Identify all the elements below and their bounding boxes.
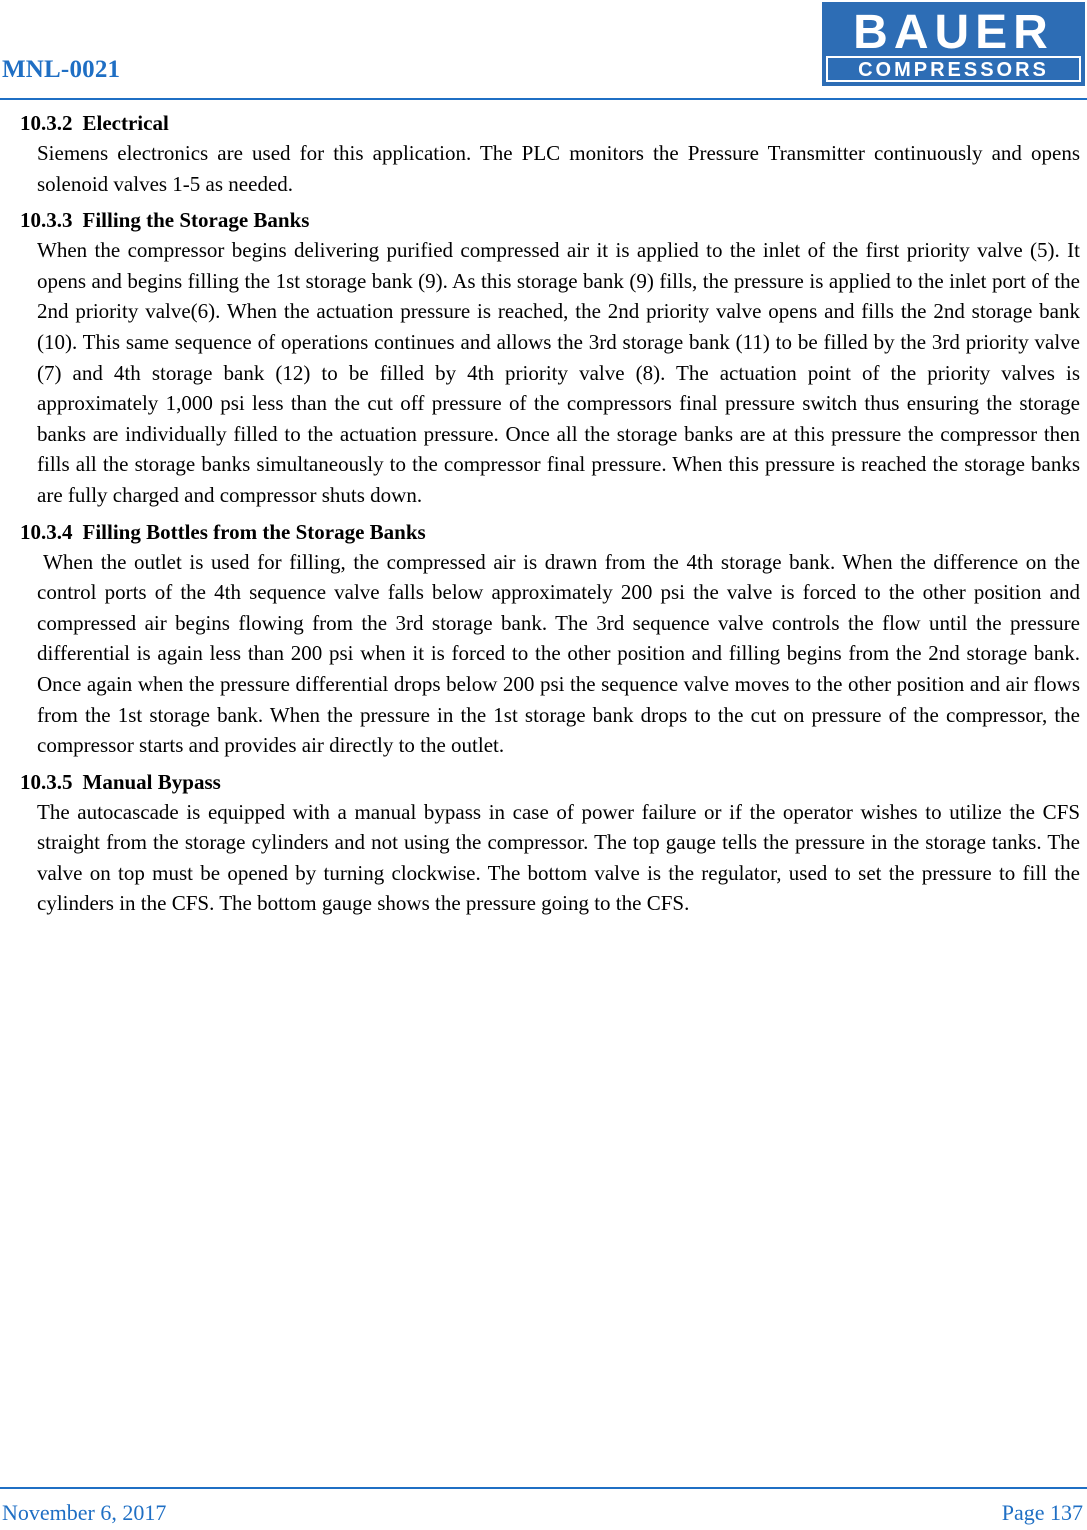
- section-number: 10.3.3: [20, 208, 73, 233]
- section-body: When the outlet is used for filling, the compressed air is drawn from the 4th storage bank. When the difference on the control ports of the 4th sequence valve falls below approximately 200 psi the valve is forced to the other position and compressed air begins flowing from the 3rd storage bank. The 3rd sequence valve controls the flow until the pressure differential is again less than 200 psi when it is forced to the other position and filling begins from the 2nd storage bank. Once again when the pressure differential drops below 200 psi the sequence valve moves to the other position and air flows from the 1st storage bank. When the pressure in the 1st storage bank drops to the cut on pressure of the compressor, the compressor starts and provides air directly to the outlet.: [37, 549, 1080, 758]
- section-number: 10.3.2: [20, 111, 73, 135]
- section-title: Electrical: [82, 111, 169, 135]
- logo-top-text: BAUER: [853, 6, 1054, 59]
- section-heading: [20, 767, 1080, 797]
- section-electrical: [20, 108, 1080, 199]
- section-filling-bottles: [20, 517, 1080, 761]
- section-body: When the compressor begins delivering purified compressed air it is applied to the inlet of the first priority valve (5). It opens and begins filling the 1st storage bank (9). As this storage bank (9) fills, the pressure is applied to the inlet port of the 2nd priority valve(6). When the actuation pressure is reached, the 2nd priority valve opens and fills the 2nd storage bank (10). This same sequence of operations continues and allows the 3rd storage bank (11) to be filled by the 3rd priority valve (7) and 4th storage bank (12) to be filled by 4th priority valve (8). The actuation point of the priority valves is approximately 1,000 psi less than the cut off pressure of the compressors final pressure switch thus ensuring the storage banks are individually filled to the actuation pressure. Once all the storage banks are at this pressure the compressor then fills all the storage banks simultaneously to the compressor final pressure. When this pressure is reached the storage banks are fully charged and compressor shuts down.: [37, 238, 1080, 507]
- document-id: MNL-0021: [2, 56, 121, 83]
- section-title: Filling Bottles from the Storage Banks: [82, 519, 426, 544]
- section-filling-storage-banks: [20, 205, 1080, 510]
- section-number: 10.3.5: [20, 769, 73, 794]
- page-number: Page 137: [1001, 1500, 1083, 1525]
- section-title: Filling the Storage Banks: [82, 208, 310, 233]
- section-body: The autocascade is equipped with a manual bypass in case of power failure or if the operator wishes to utilize the CFS straight from the storage cylinders and not using the compressor. The top gauge tells the pressure in the storage tanks. The valve on top must be opened by turning clockwise. The bottom valve is the regulator, used to set the pressure to fill the cylinders in the CFS. The bottom gauge shows the pressure going to the CFS.: [37, 799, 1080, 916]
- footer-divider: [0, 1487, 1087, 1489]
- header-divider: [0, 98, 1087, 100]
- section-number: 10.3.4: [20, 519, 73, 544]
- section-manual-bypass: [20, 767, 1080, 919]
- document-content: [20, 108, 1080, 925]
- footer-date: November 6, 2017: [2, 1500, 167, 1525]
- logo-bottom-text: COMPRESSORS: [858, 59, 1049, 81]
- section-heading: [20, 517, 1080, 547]
- section-heading: [20, 205, 1080, 235]
- section-body: Siemens electronics are used for this application. The PLC monitors the Pressure Transmitter continuously and opens solenoid valves 1-5 as needed.: [37, 141, 1080, 196]
- section-heading: [20, 108, 1080, 138]
- bauer-compressors-logo: [822, 2, 1085, 86]
- section-title: Manual Bypass: [82, 769, 221, 794]
